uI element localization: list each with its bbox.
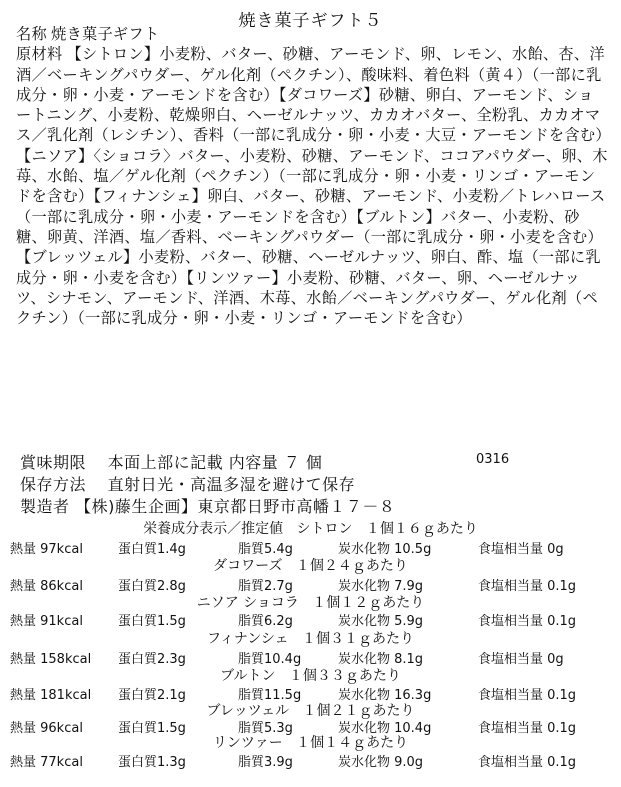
item-per: １個２１ｇあたり	[302, 703, 415, 719]
nutrition-header-6	[0, 732, 621, 752]
content-value: ７ 個	[283, 453, 323, 472]
nutrition-header-2	[0, 592, 621, 612]
manufacturer-row	[20, 494, 395, 517]
carb-value: 炭水化物 5.9g	[338, 614, 424, 629]
salt-value: 食塩相当量 0g	[478, 652, 564, 667]
best-before-label: 賞味期限	[20, 453, 87, 472]
best-before-row	[20, 450, 322, 473]
salt-value: 食塩相当量 0.1g	[478, 721, 577, 736]
energy-value: 熱量 97kcal	[10, 542, 83, 557]
raw-materials-label: 原材料	[16, 45, 63, 64]
product-name-label: 名称	[16, 25, 47, 43]
item-per: １個１４ｇあたり	[296, 735, 409, 751]
protein-value: 蛋白質1.5g	[118, 721, 186, 736]
nutrition-row	[10, 610, 610, 628]
product-name-line	[16, 24, 608, 44]
fat-value: 脂質2.7g	[238, 579, 293, 594]
energy-value: 熱量 86kcal	[10, 579, 83, 594]
item-per: １個１２ｇあたり	[312, 595, 425, 611]
item-name: フィナンシェ	[207, 631, 289, 647]
salt-value: 食塩相当量 0.1g	[478, 688, 577, 703]
protein-value: 蛋白質2.3g	[118, 652, 186, 667]
protein-value: 蛋白質1.4g	[118, 542, 186, 557]
nutrition-header-1	[0, 555, 621, 575]
fat-value: 脂質6.2g	[238, 614, 293, 629]
nutrition-title: 栄養成分表示／推定値	[143, 521, 284, 537]
item-per: １個３１ｇあたり	[301, 631, 414, 647]
carb-value: 炭水化物 10.4g	[338, 721, 432, 736]
salt-value: 食塩相当量 0g	[478, 542, 564, 557]
protein-value: 蛋白質1.5g	[118, 614, 186, 629]
carb-value: 炭水化物 10.5g	[338, 542, 432, 557]
item-name: シトロン	[296, 521, 353, 537]
item-per: １個２４ｇあたり	[295, 558, 408, 574]
energy-value: 熱量 181kcal	[10, 688, 92, 703]
manufacturer-label: 製造者	[20, 497, 70, 516]
label-title: 焼き菓子ギフト５	[238, 11, 383, 31]
storage-row	[20, 472, 355, 495]
carb-value: 炭水化物 7.9g	[338, 579, 424, 594]
carb-value: 炭水化物 16.3g	[338, 688, 432, 703]
nutrition-header-3	[0, 628, 621, 648]
nutrition-row	[10, 648, 610, 666]
item-name: リンツァー	[212, 735, 283, 751]
energy-value: 熱量 158kcal	[10, 652, 92, 667]
storage-value: 直射日光・高温多湿を避けて保存	[107, 475, 356, 494]
product-name: 焼き菓子ギフト	[50, 25, 160, 43]
item-name: ブルトン	[220, 668, 276, 684]
best-before-value: 本面上部に記載	[107, 453, 224, 472]
ingredients-block	[16, 24, 608, 328]
nutrition-header-4	[0, 665, 621, 685]
manufacturer-value: 【株)藤生企画】東京都日野市高幡１７－８	[75, 497, 396, 516]
fat-value: 脂質3.9g	[238, 755, 293, 770]
nutrition-row	[10, 538, 610, 556]
energy-value: 熱量 91kcal	[10, 614, 83, 629]
nutrition-row	[10, 751, 610, 769]
item-name: ニソア ショコラ	[196, 595, 299, 611]
salt-value: 食塩相当量 0.1g	[478, 579, 577, 594]
storage-label: 保存方法	[20, 475, 87, 494]
item-per: １個３３ｇあたり	[288, 668, 401, 684]
carb-value: 炭水化物 8.1g	[338, 652, 424, 667]
energy-value: 熱量 96kcal	[10, 721, 83, 736]
fat-value: 脂質5.3g	[238, 721, 293, 736]
fat-value: 脂質11.5g	[238, 688, 302, 703]
item-per: １個１６ｇあたり	[365, 521, 478, 537]
lot-code: 0316	[476, 452, 510, 467]
item-name: ダコワーズ	[213, 558, 283, 574]
carb-value: 炭水化物 9.0g	[338, 755, 424, 770]
salt-value: 食塩相当量 0.1g	[478, 755, 577, 770]
fat-value: 脂質5.4g	[238, 542, 293, 557]
nutrition-header-0	[0, 518, 621, 538]
salt-value: 食塩相当量 0.1g	[478, 614, 577, 629]
raw-materials-text: 【シトロン】小麦粉、バター、砂糖、アーモンド、卵、レモン、水飴、杏、洋酒／ベーキングパウダー、ゲル化剤（ペクチン）、酸味料、着色料（黄４）（一部に乳成分・卵・小麦・アーモンドを含む）【ダコワーズ】砂糖、卵白、アーモンド、ショートニング、小麦粉、乾燥卵白、ヘーゼルナッツ、カカオバター、全粉乳、カカオマス／乳化剤（レシチン）、香料（一部に乳成分・卵・小麦・大豆・アーモンドを含む）【ニソア】〈ショコラ〉バター、小麦粉、砂糖、アーモンド、ココアパウダー、卵、木苺、水飴、塩／ゲル化剤（ペクチン）（一部に乳成分・卵・小麦・リンゴ・アーモンドを含む）【フィナンシェ】卵白、バター、砂糖、アーモンド、小麦粉／トレハロース（一部に乳成分・卵・小麦・アーモンドを含む）【ブルトン】バター、小麦粉、砂糖、卵黄、洋酒、塩／香料、ベーキングパウダー（一部に乳成分・卵・小麦を含む）【ブレッツェル】小麦粉、バター、砂糖、ヘーゼルナッツ、卵白、酢、塩（一部に乳成分・卵・小麦を含む）【リンツァー】小麦粉、砂糖、バター、卵、ヘーゼルナッツ、シナモン、アーモンド、洋酒、木苺、水飴／ベーキングパウダー、ゲル化剤（ペクチン）（一部に乳成分・卵・小麦・リンゴ・アーモンドを含む）	[16, 45, 608, 328]
nutrition-row	[10, 575, 610, 593]
fat-value: 脂質10.4g	[238, 652, 302, 667]
protein-value: 蛋白質2.8g	[118, 579, 186, 594]
energy-value: 熱量 77kcal	[10, 755, 83, 770]
content-label: 内容量	[228, 453, 279, 472]
item-name: ブレッツェル	[206, 703, 290, 719]
protein-value: 蛋白質2.1g	[118, 688, 186, 703]
protein-value: 蛋白質1.3g	[118, 755, 186, 770]
